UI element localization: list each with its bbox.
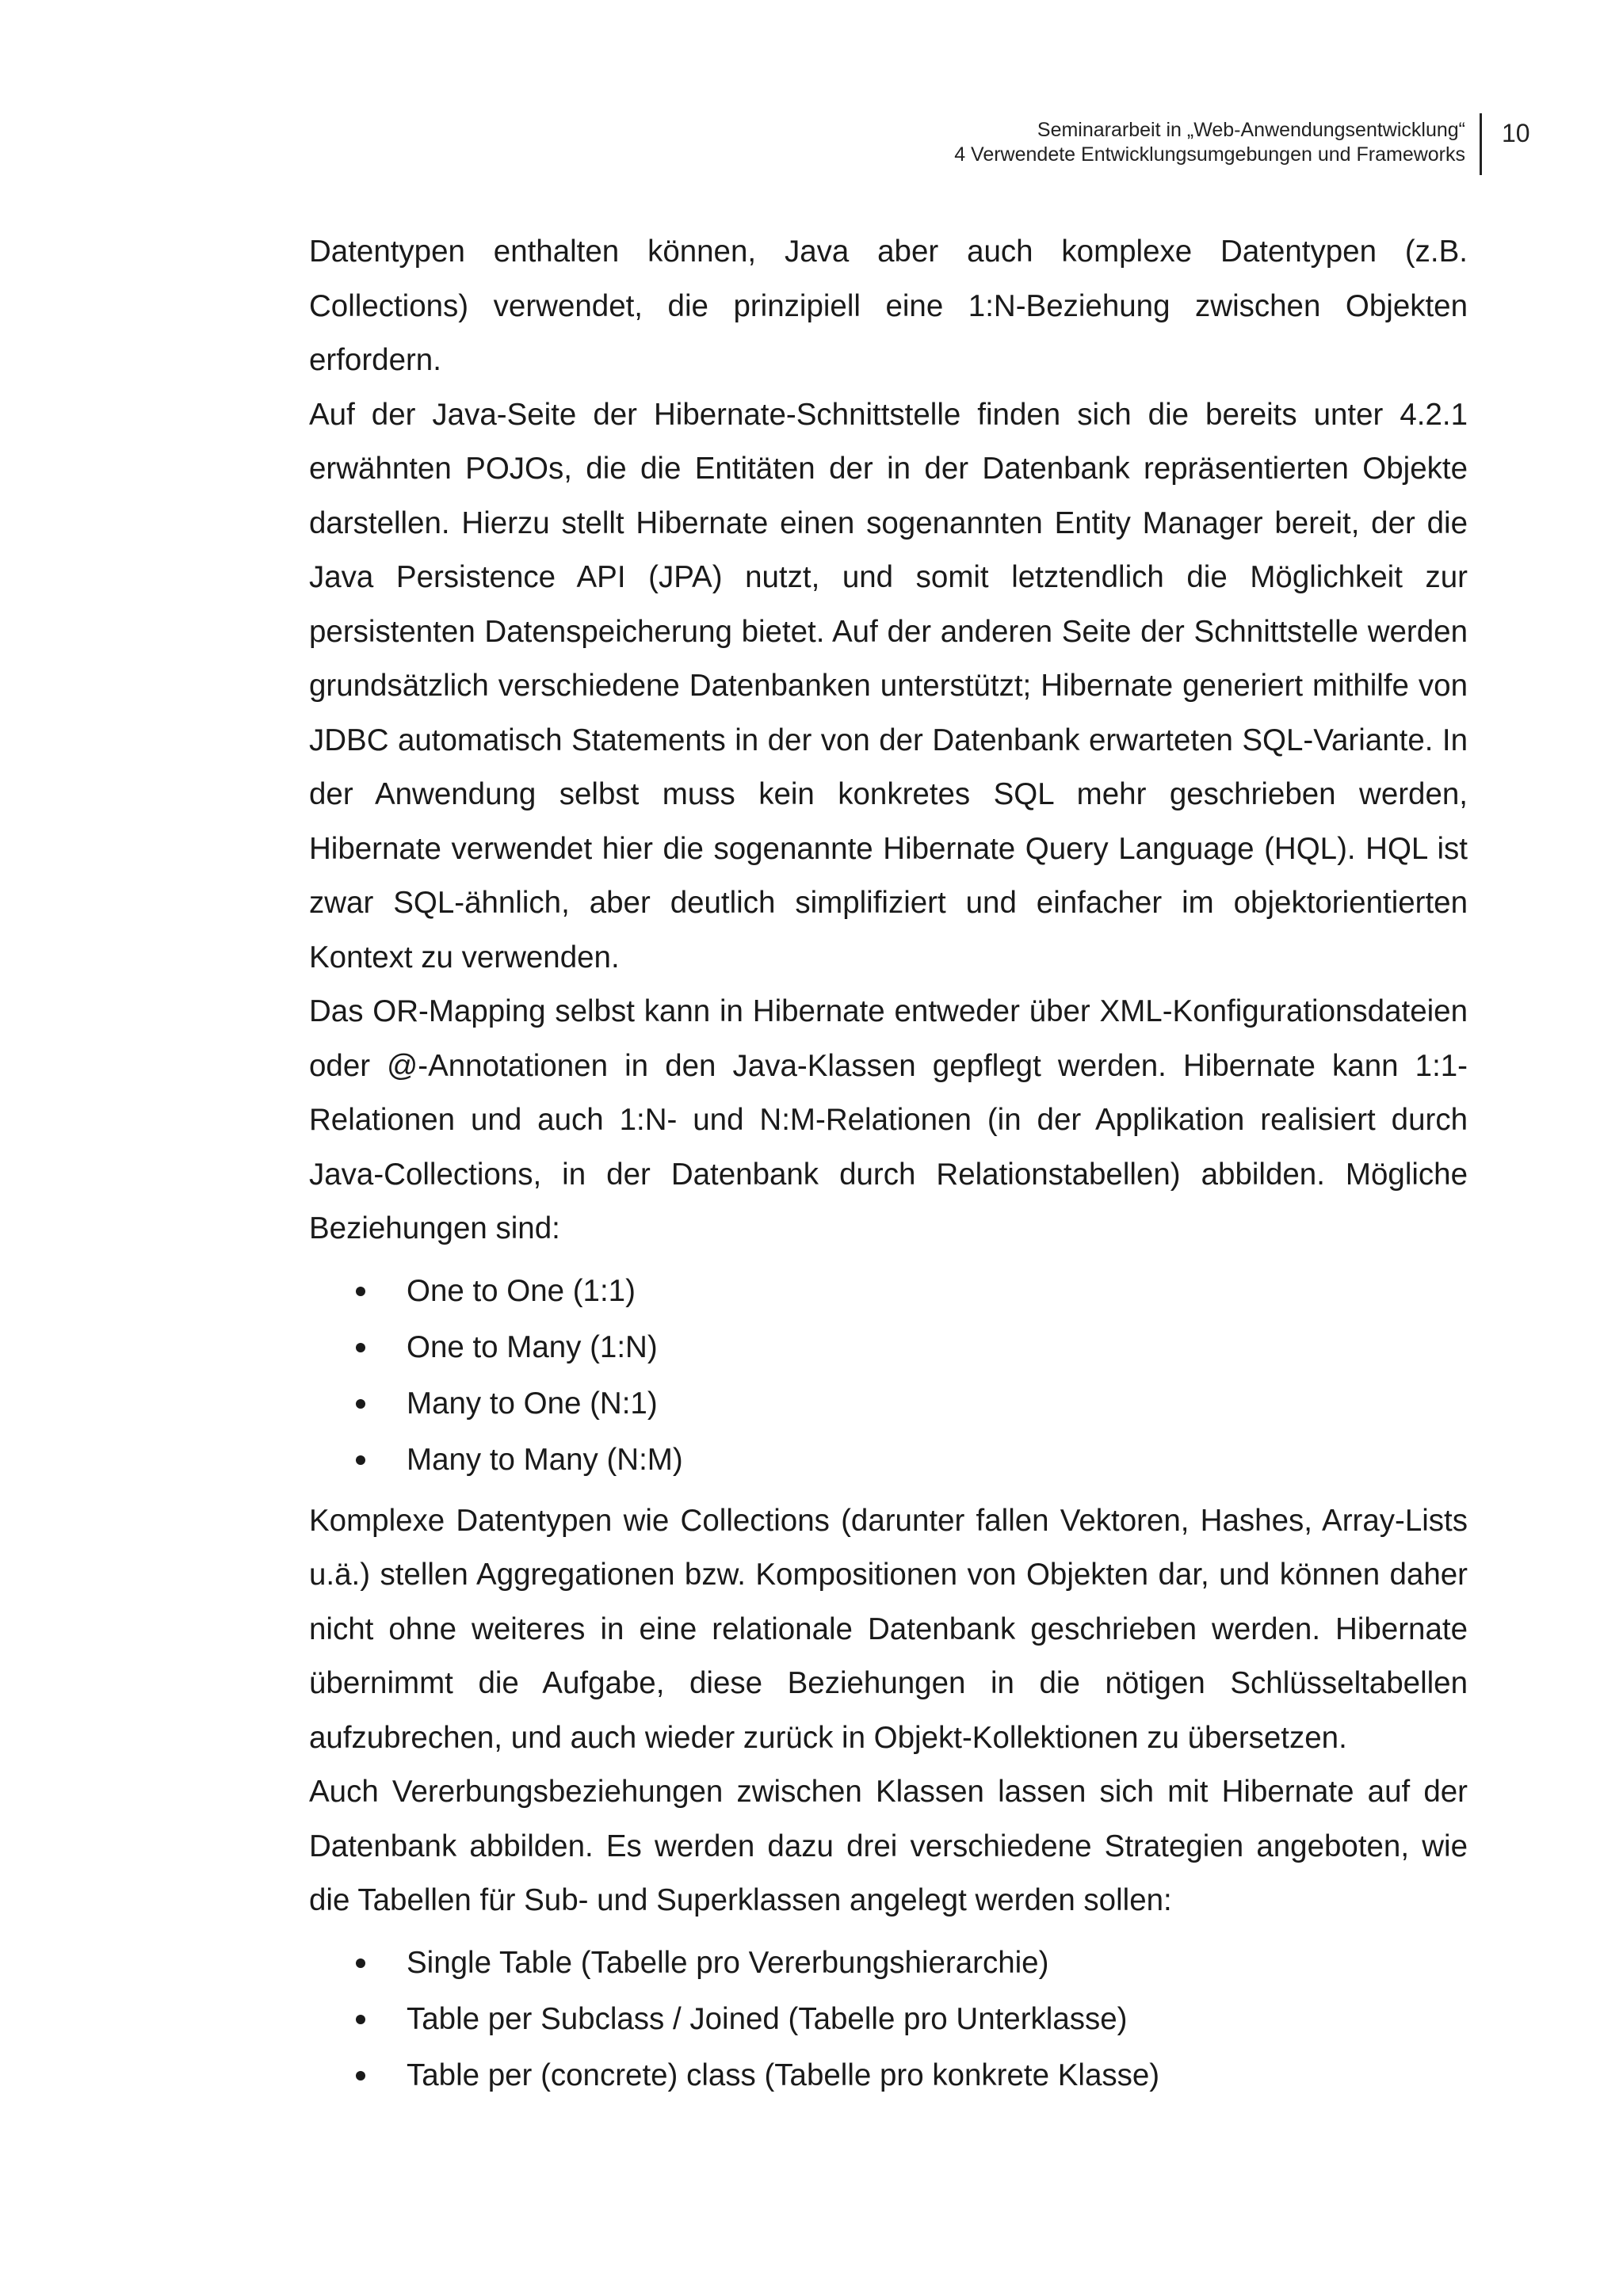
list-item-text: Many to One (N:1) xyxy=(407,1386,658,1421)
page-number: 10 xyxy=(1502,119,1530,147)
paragraph: Komplexe Datentypen wie Collections (darunter fallen Vektoren, Hashes, Array-Lists u.ä.) stellen Aggregationen bzw. Kompositionen von Objekten dar, und können daher nicht ohne weiteres in eine relationale Datenbank geschrieben werden. Hibernate übernimmt die Aufgabe, diese Beziehungen in die nötigen Schlüsseltabellen aufzubrechen, und auch wieder zurück in Objekt-Kollektionen zu übersetzen. xyxy=(309,1503,1468,1755)
list-item xyxy=(309,2047,1468,2103)
paragraph: Auf der Java-Seite der Hibernate-Schnittstelle finden sich die bereits unter 4.2.1 erwähnten POJOs, die die Entitäten der in der Datenbank repräsentierten Objekte darstellen. Hierzu stellt Hibernate einen sogenannten Entity Manager bereit, der die Java Persistence API (JPA) nutzt, und somit letztendlich die Möglichkeit zur persistenten Datenspeicherung bietet. Auf der anderen Seite der Schnittstelle werden grundsätzlich verschiedene Datenbanken unterstützt; Hibernate generiert mithilfe von JDBC automatisch Statements in der von der Datenbank erwarteten SQL-Variante. In der Anwendung selbst muss kein konkretes SQL mehr geschrieben werden, Hibernate verwendet hier die sogenannte Hibernate Query Language (HQL). HQL ist zwar SQL-ähnlich, aber deutlich simplifiziert und einfacher im objektorientierten Kontext zu verwenden. xyxy=(309,397,1468,974)
list-item xyxy=(309,1432,1468,1488)
list-item-text: One to One (1:1) xyxy=(407,1273,636,1308)
body-text xyxy=(309,225,1468,2110)
list-item-text: Table per Subclass / Joined (Tabelle pro Unterklasse) xyxy=(407,2001,1128,2036)
list-item xyxy=(309,1935,1468,1991)
bullet-icon xyxy=(356,1958,365,1968)
bullet-icon xyxy=(356,1287,365,1296)
list-item xyxy=(309,1991,1468,2047)
bullet-icon xyxy=(356,2071,365,2081)
running-header-text xyxy=(954,113,1480,167)
list-item-text: One to Many (1:N) xyxy=(407,1329,658,1364)
running-header xyxy=(954,113,1482,175)
list-item-text: Table per (concrete) class (Tabelle pro konkrete Klasse) xyxy=(407,2058,1160,2092)
list-item-text: Single Table (Tabelle pro Vererbungshierarchie) xyxy=(407,1945,1049,1980)
paragraph: Auch Vererbungsbeziehungen zwischen Klassen lassen sich mit Hibernate auf der Datenbank abbilden. Es werden dazu drei verschiedene Strategien angeboten, wie die Tabellen für Sub- und Superklassen angelegt werden sollen: xyxy=(309,1775,1468,1917)
paragraph: Das OR-Mapping selbst kann in Hibernate entweder über XML-Konfigurationsdateien oder @-Annotationen in den Java-Klassen gepflegt werden. Hibernate kann 1:1-Relationen und auch 1:N- und N:M-Relationen (in der Applikation realisiert durch Java-Collections, in der Datenbank durch Relationstabellen) abbilden. Mögliche Beziehungen sind: xyxy=(309,994,1468,1245)
relations-list xyxy=(309,1263,1468,1488)
bullet-icon xyxy=(356,1455,365,1465)
list-item xyxy=(309,1375,1468,1432)
header-chapter: 4 Verwendete Entwicklungsumgebungen und Frameworks xyxy=(954,143,1465,166)
header-title: Seminararbeit in „Web-Anwendungsentwicklung“ xyxy=(1037,119,1465,141)
list-item xyxy=(309,1319,1468,1375)
bullet-icon xyxy=(356,1399,365,1409)
bullet-icon xyxy=(356,2015,365,2024)
list-item-text: Many to Many (N:M) xyxy=(407,1442,683,1477)
bullet-icon xyxy=(356,1343,365,1352)
header-divider xyxy=(1480,113,1482,175)
list-item xyxy=(309,1263,1468,1319)
paragraph: Datentypen enthalten können, Java aber auch komplexe Datentypen (z.B. Collections) verwendet, die prinzipiell eine 1:N-Beziehung zwischen Objekten erfordern. xyxy=(309,235,1468,377)
strategies-list xyxy=(309,1935,1468,2103)
